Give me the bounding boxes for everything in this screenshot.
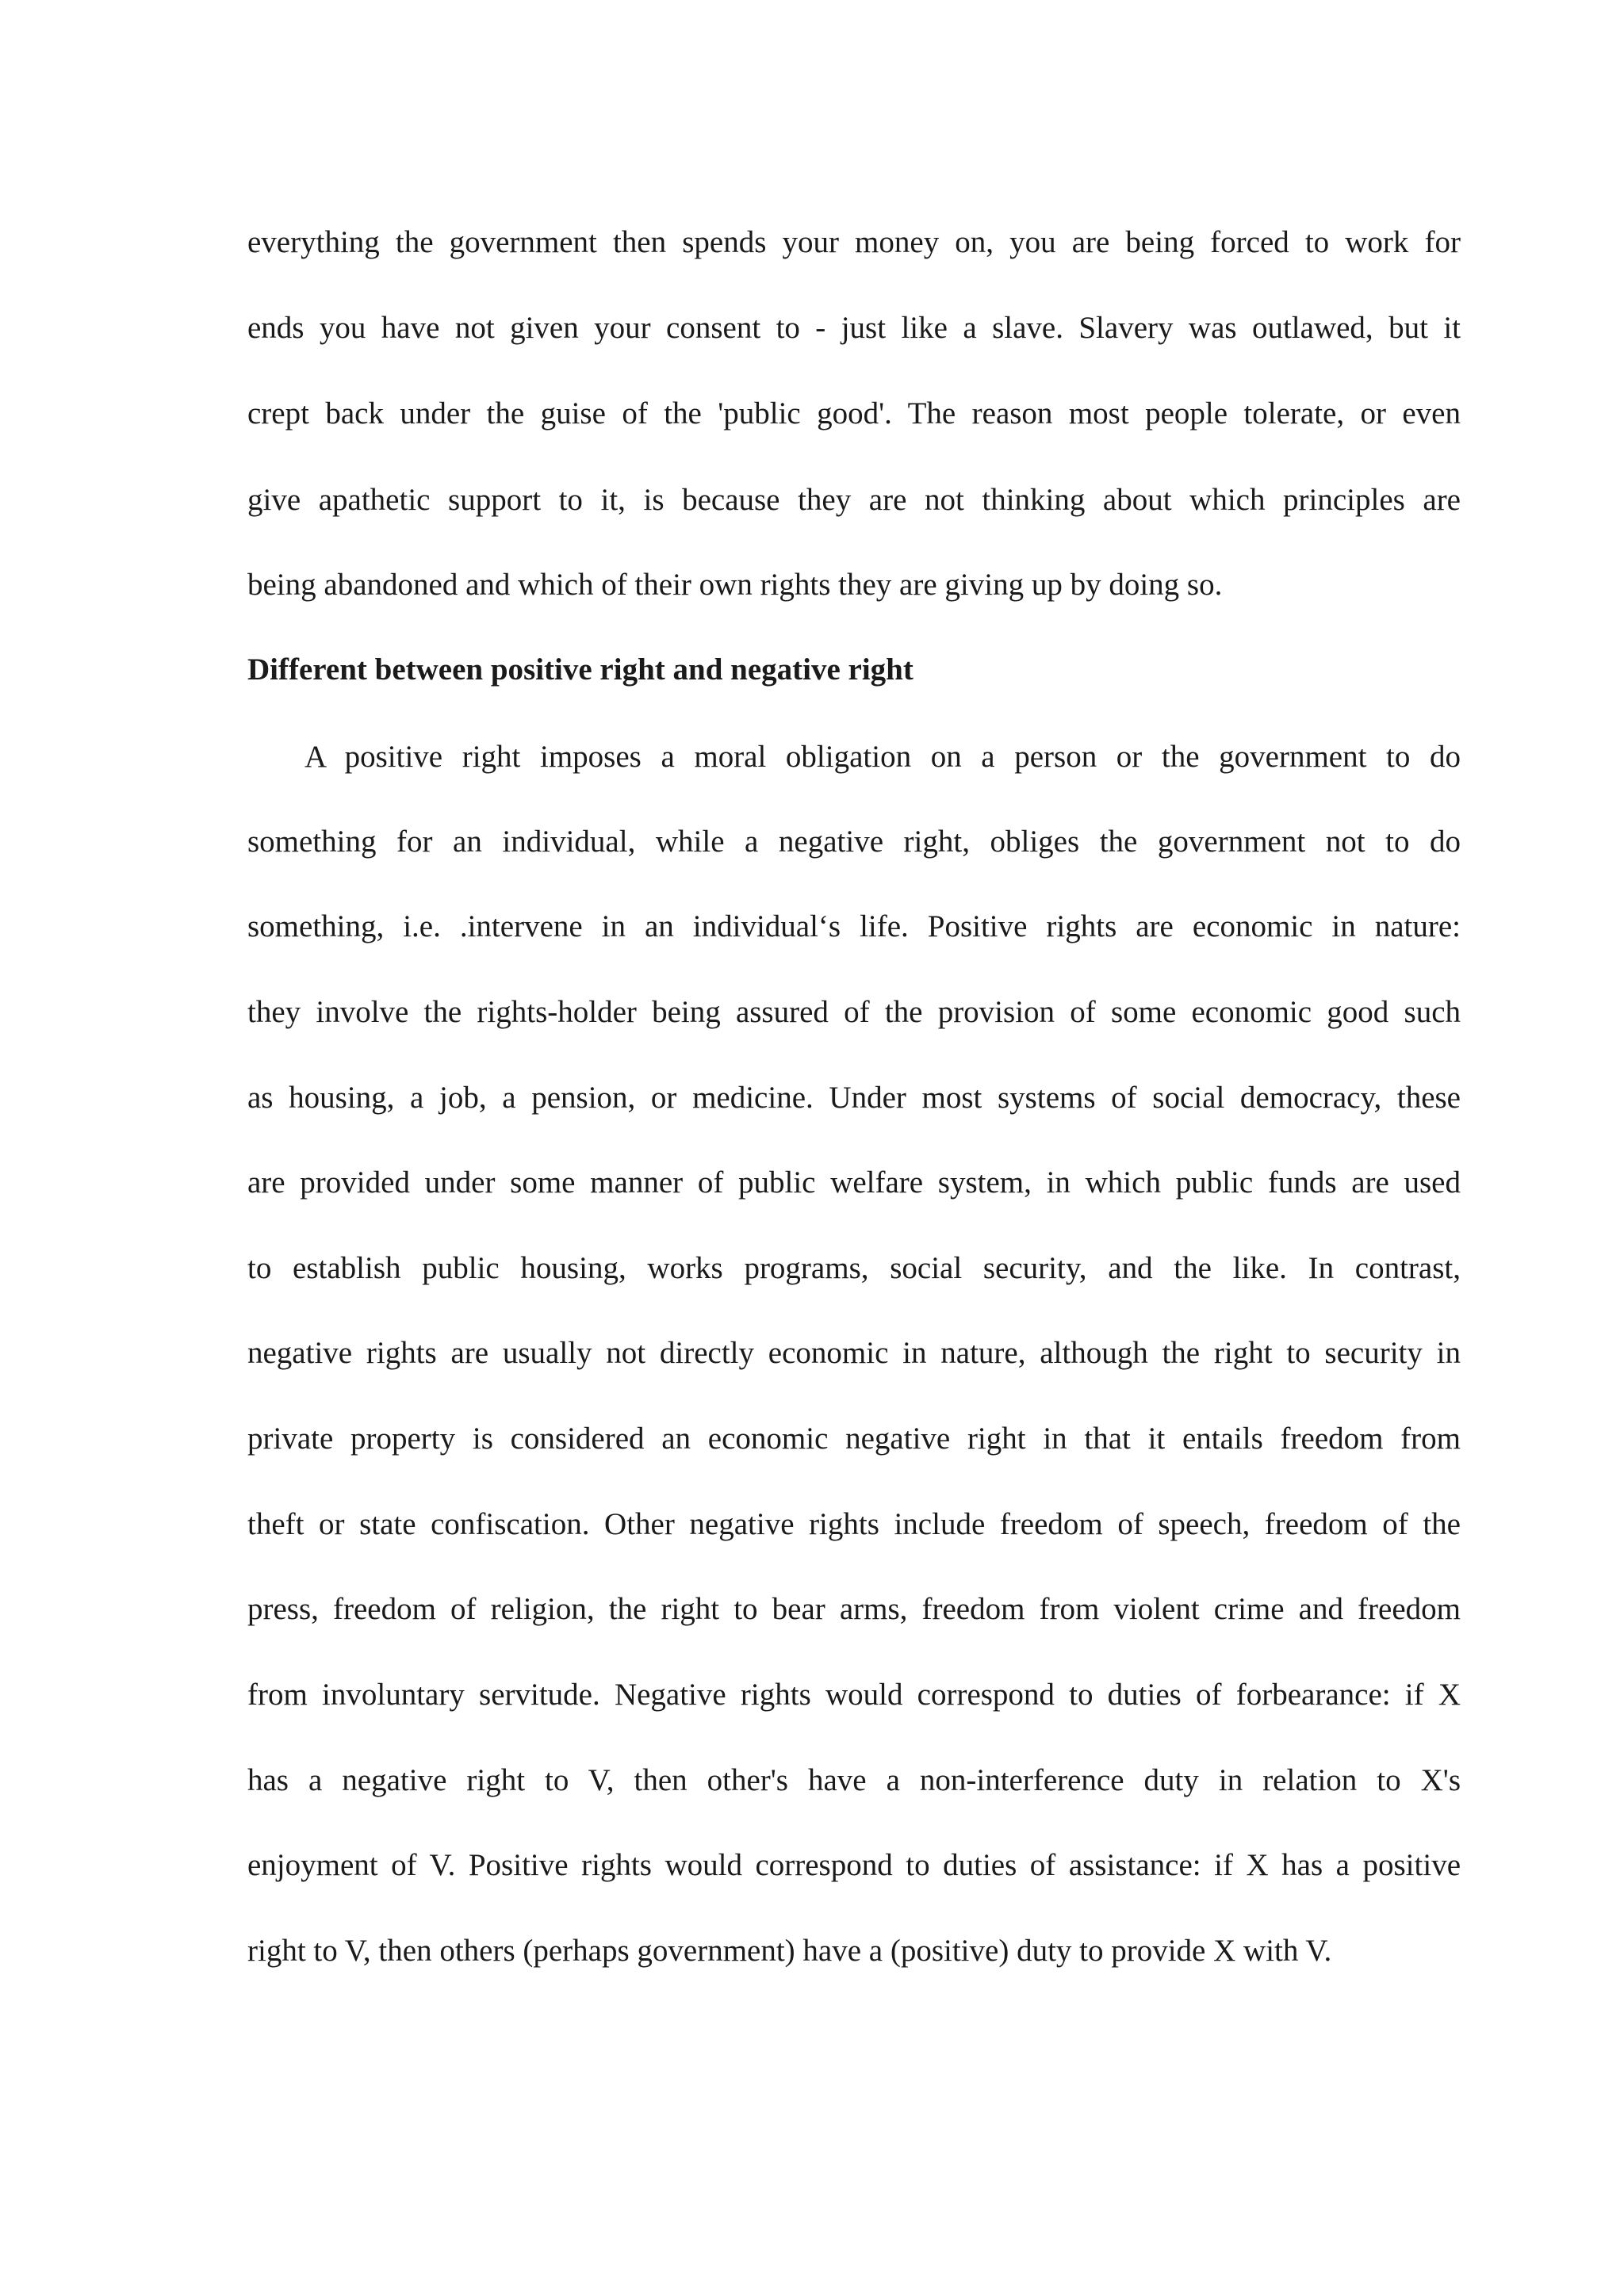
paragraph-line: something, i.e. .intervene in an individual‘s life. Positive rights are economic in nature: <box>247 909 1461 943</box>
paragraph-line: right to V, then others (perhaps government) have a (positive) duty to provide X with V. <box>247 1934 1332 1968</box>
paragraph-line: crept back under the guise of the 'public good'. The reason most people tolerate, or even <box>247 396 1461 430</box>
paragraph-line: A positive right imposes a moral obligation on a person or the government to do <box>304 740 1461 774</box>
paragraph-line: as housing, a job, a pension, or medicine. Under most systems of social democracy, these <box>247 1081 1461 1115</box>
paragraph-line: being abandoned and which of their own rights they are giving up by doing so. <box>247 568 1223 602</box>
paragraph-line: they involve the rights-holder being assured of the provision of some economic good such <box>247 995 1461 1029</box>
paragraph-line: negative rights are usually not directly economic in nature, although the right to security in <box>247 1336 1461 1370</box>
paragraph-line: private property is considered an economic negative right in that it entails freedom from <box>247 1422 1461 1456</box>
paragraph-line: something for an individual, while a negative right, obliges the government not to do <box>247 825 1461 859</box>
paragraph-line: enjoyment of V. Positive rights would correspond to duties of assistance: if X has a positive <box>247 1848 1461 1882</box>
paragraph-line: press, freedom of religion, the right to bear arms, freedom from violent crime and freedom <box>247 1592 1461 1626</box>
section-heading: Different between positive right and negative right <box>247 652 914 687</box>
paragraph-line: to establish public housing, works programs, social security, and the like. In contrast, <box>247 1251 1461 1285</box>
paragraph-line: ends you have not given your consent to - just like a slave. Slavery was outlawed, but it <box>247 311 1461 345</box>
paragraph-line: theft or state confiscation. Other negative rights include freedom of speech, freedom of the <box>247 1507 1461 1541</box>
paragraph-line: everything the government then spends your money on, you are being forced to work for <box>247 225 1461 259</box>
paragraph-line: are provided under some manner of public welfare system, in which public funds are used <box>247 1165 1461 1200</box>
paragraph-line: give apathetic support to it, is because they are not thinking about which principles are <box>247 483 1461 517</box>
paragraph-line: has a negative right to V, then other's have a non-interference duty in relation to X's <box>247 1763 1461 1797</box>
paragraph-line: from involuntary servitude. Negative rights would correspond to duties of forbearance: if X <box>247 1678 1461 1712</box>
